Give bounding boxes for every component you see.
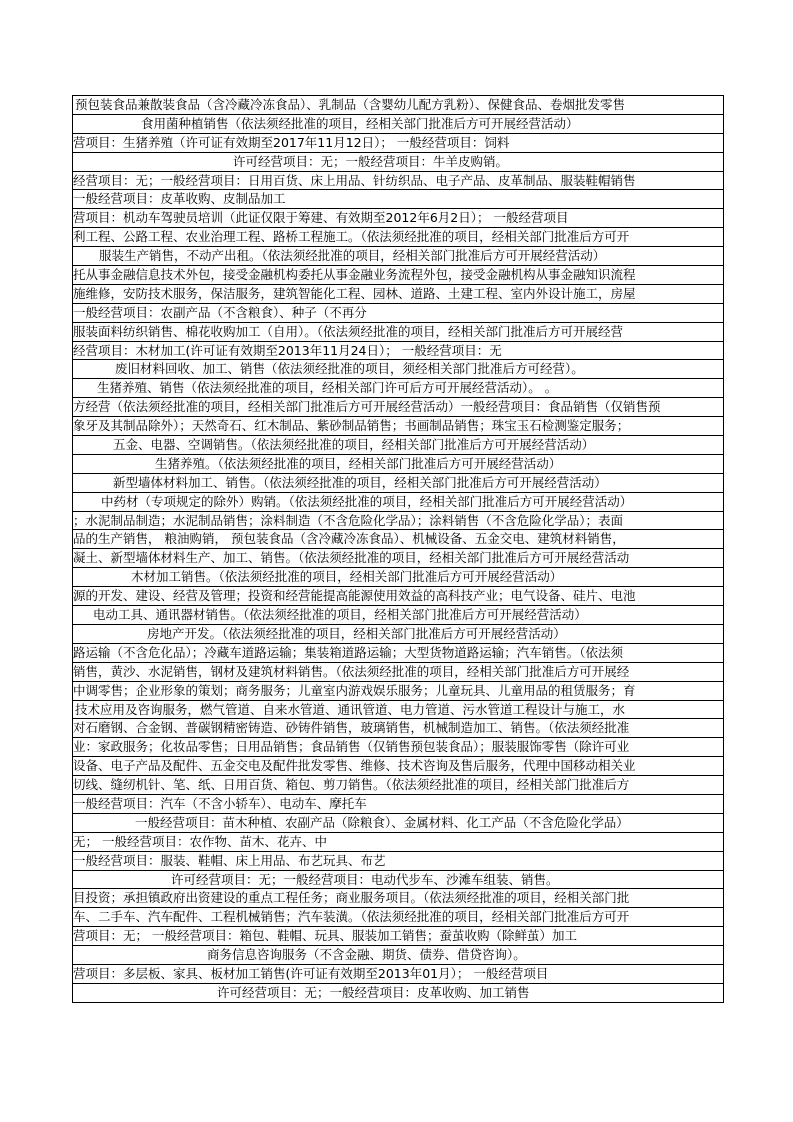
table-row xyxy=(73,455,723,474)
table-row xyxy=(73,228,723,247)
cell-text: 象牙及其制品除外）；天然奇石、红木制品、紫砂制品销售；书画制品销售；珠宝玉石检测鉴定服务； xyxy=(73,418,630,434)
table-row xyxy=(73,323,723,342)
cell-text: 施维修，安防技术服务，保洁服务，建筑智能化工程、园林、道路、土建工程、室内外设计施工，房屋 xyxy=(73,285,636,301)
cell-text: 业：家政服务；化妆品零售；日用品销售；食品销售（仅销售预包装食品）；服装服饰零售（除许可业 xyxy=(73,739,630,755)
table-row xyxy=(73,436,723,455)
cell-text: 设备、电子产品及配件、五金交电及配件批发零售、维修、技术咨询及售后服务，代理中国移动相关业 xyxy=(73,758,636,774)
cell-text: 生猪养殖、销售（依法须经批准的项目，经相关部门许可后方可开展经营活动）。 。 xyxy=(97,380,558,396)
table-row xyxy=(73,738,723,757)
table-row xyxy=(73,946,723,965)
cell-text: 一般经营项目：服装、鞋帽、床上用品、布艺玩具、布艺 xyxy=(73,852,386,868)
cell-text: 经营项目：木材加工(许可证有效期至2013年11月24日）； 一般经营项目：无 xyxy=(73,342,502,358)
cell-text: ；水泥制品制造；水泥制品销售；涂料制造（不含危险化学品）；涂料销售（不含危险化学品）；表面 xyxy=(73,512,624,528)
table-row xyxy=(73,776,723,795)
table-row xyxy=(73,379,723,398)
cell-text: 营项目：生猪养殖（许可证有效期至2017年11月12日）； 一般经营项目：饲料 xyxy=(73,134,510,150)
cell-text: 一般经营项目：苗木种植、农副产品（除粮食）、金属材料、化工产品（不含危险化学品） xyxy=(135,814,629,830)
cell-text: 一般经营项目：皮革收购、皮制品加工 xyxy=(73,191,286,207)
cell-text: 经营项目：无；一般经营项目：日用百货、床上用品、针纺织品、电子产品、皮革制品、服装鞋帽销售 xyxy=(73,172,636,188)
cell-text: 凝土、新型墙体材料生产、加工、销售。（依法须经批准的项目，经相关部门批准后方可开展经营活动 xyxy=(73,550,630,566)
table-row xyxy=(73,474,723,493)
table-row xyxy=(73,153,723,172)
table-row xyxy=(73,304,723,323)
table-row xyxy=(73,757,723,776)
cell-text: 许可经营项目：无；一般经营项目：牛羊皮购销。 xyxy=(233,153,509,169)
table-row xyxy=(73,209,723,228)
cell-text: 一般经营项目：农副产品（不含粮食）、种子（不再分 xyxy=(73,304,367,320)
table-row xyxy=(73,285,723,304)
table-row xyxy=(73,814,723,833)
table-row xyxy=(73,606,723,625)
table-row xyxy=(73,833,723,852)
cell-text: 源的开发、建设、经营及管理；投资和经营能提高能源使用效益的高科技产业；电气设备、硅片、电池 xyxy=(73,588,636,604)
cell-text: 销售，黄沙、水泥销售，钢材及建筑材料销售。（依法须经批准的项目，经相关部门批准后方可开展经 xyxy=(73,663,630,679)
cell-text: 营项目：多层板、家具、板材加工销售(许可证有效期至2013年01月）； 一般经营项目 xyxy=(73,965,549,981)
cell-text: 服装面料纺织销售、棉花收购加工（自用）。（依法须经批准的项目，经相关部门批准后方可开展经营 xyxy=(73,323,624,339)
business-scope-table xyxy=(72,95,724,1003)
table-row xyxy=(73,96,723,115)
table-row xyxy=(73,134,723,153)
table-row xyxy=(73,512,723,531)
table-row xyxy=(73,530,723,549)
table-row xyxy=(73,190,723,209)
table-row xyxy=(73,493,723,512)
cell-text: 木材加工销售。（依法须经批准的项目，经相关部门批准后方可开展经营活动） xyxy=(131,569,563,585)
table-row xyxy=(73,247,723,266)
cell-text: 新型墙体材料加工、销售。（依法须经批准的项目，经相关部门批准后方可开展经营活动） xyxy=(113,474,607,490)
table-row xyxy=(73,682,723,701)
cell-text: 生猪养殖。（依法须经批准的项目，经相关部门批准后方可开展经营活动） xyxy=(155,455,562,471)
table-row xyxy=(73,266,723,285)
cell-text: 车、二手车、汽车配件、工程机械销售；汽车装潢。（依法须经批准的项目，经相关部门批准后方可开 xyxy=(73,909,630,925)
cell-text: 目投资；承担镇政府出资建设的重点工程任务；商业服务项目。（依法须经批准的项目，经相关部门批 xyxy=(73,890,630,906)
cell-text: 对石磨钢、合金钢、普碳钢精密铸造、砂铸件销售，玻璃销售，机械制造加工、销售。（依法须经批准 xyxy=(73,720,630,736)
cell-text: 技术应用及咨询服务，燃气管道、自来水管道、通讯管道、电力管道、污水管道工程设计与施工，水 xyxy=(75,701,626,717)
table-row xyxy=(73,115,723,134)
table-row xyxy=(73,852,723,871)
cell-text: 一般经营项目：汽车（不含小轿车）、电动车、摩托车 xyxy=(73,795,367,811)
table-row xyxy=(73,342,723,361)
cell-text: 品的生产销售， 粮油购销， 预包装食品（含冷藏冷冻食品）、机械设备、五金交电、建筑材料销售， xyxy=(73,531,625,547)
cell-text: 托从事金融信息技术外包，接受金融机构委托从事金融业务流程外包，接受金融机构从事金融知识流程 xyxy=(73,267,636,283)
cell-text: 路运输（不含危化品）；冷藏车道路运输；集装箱道路运输；大型货物道路运输；汽车销售。（依法须 xyxy=(73,644,624,660)
table-row xyxy=(73,927,723,946)
cell-text: 食用菌种植销售（依法须经批准的项目，经相关部门批准后方可开展经营活动） xyxy=(141,115,579,131)
table-row xyxy=(73,625,723,644)
table-row xyxy=(73,568,723,587)
table-row xyxy=(73,417,723,436)
table-row xyxy=(73,587,723,606)
cell-text: 营项目：机动车驾驶员培训（此证仅限于筹建、有效期至2012年6月2日）； 一般经营项目 xyxy=(73,210,569,226)
cell-text: 营项目：无； 一般经营项目：箱包、鞋帽、玩具、服装加工销售；蚕茧收购（除鲜茧）加工 xyxy=(73,928,577,944)
table-row xyxy=(73,549,723,568)
cell-text: 商务信息咨询服务（不含金融、期货、债券、借贷咨询）。 xyxy=(207,947,526,963)
table-row xyxy=(73,398,723,417)
table-row xyxy=(73,984,723,1003)
cell-text: 利工程、公路工程、农业治理工程、路桥工程施工。（依法须经批准的项目，经相关部门批准后方可开 xyxy=(73,229,630,245)
table-row xyxy=(73,889,723,908)
table-row xyxy=(73,965,723,984)
cell-text: 切线、缝纫机针、笔、纸、日用百货、箱包、剪刀销售。（依法须经批准的项目，经相关部门批准后方 xyxy=(73,777,630,793)
cell-text: 电动工具、通讯器材销售。（依法须经批准的项目，经相关部门批准后方可开展经营活动） xyxy=(93,607,587,623)
cell-text: 中调零售；企业形象的策划；商务服务；儿童室内游戏娱乐服务；儿童玩具、儿童用品的租赁服务；育 xyxy=(73,682,636,698)
table-row xyxy=(73,719,723,738)
table-row xyxy=(73,871,723,890)
table-row xyxy=(73,360,723,379)
table-row xyxy=(73,908,723,927)
cell-text: 废旧材料回收、加工、销售（依法须经批准的项目，须经相关部门批准后方可经营）。 xyxy=(115,361,584,377)
cell-text: 预包装食品兼散装食品（含冷藏冷冻食品）、乳制品（含婴幼儿配方乳粉）、保健食品、卷烟批发零售 xyxy=(75,97,626,112)
cell-text: 房地产开发。（依法须经批准的项目，经相关部门批准后方可开展经营活动） xyxy=(147,625,566,641)
cell-text: 许可经营项目：无；一般经营项目：电动代步车、沙滩车组装、销售。 xyxy=(171,871,559,887)
table-row xyxy=(73,795,723,814)
cell-text: 五金、电器、空调销售。（依法须经批准的项目，经相关部门批准后方可开展经营活动） xyxy=(113,437,595,453)
cell-text: 服装生产销售，不动产出租。（依法须经批准的项目，经相关部门批准后方可开展经营活动） xyxy=(99,248,606,264)
cell-text: 方经营（依法须经批准的项目，经相关部门批准后方可开展经营活动）一般经营项目：食品销售（仅销售预 xyxy=(73,399,661,415)
cell-text: 许可经营项目：无；一般经营项目：皮革收购、加工销售 xyxy=(217,984,530,1000)
cell-text: 无； 一般经营项目：农作物、苗木、花卉、中 xyxy=(73,833,327,849)
table-row xyxy=(73,701,723,720)
table-row xyxy=(73,663,723,682)
table-row xyxy=(73,644,723,663)
table-row xyxy=(73,172,723,191)
cell-text: 中药材（专项规定的除外）购销。（依法须经批准的项目，经相关部门批准后方可开展经营活动） xyxy=(101,493,633,509)
